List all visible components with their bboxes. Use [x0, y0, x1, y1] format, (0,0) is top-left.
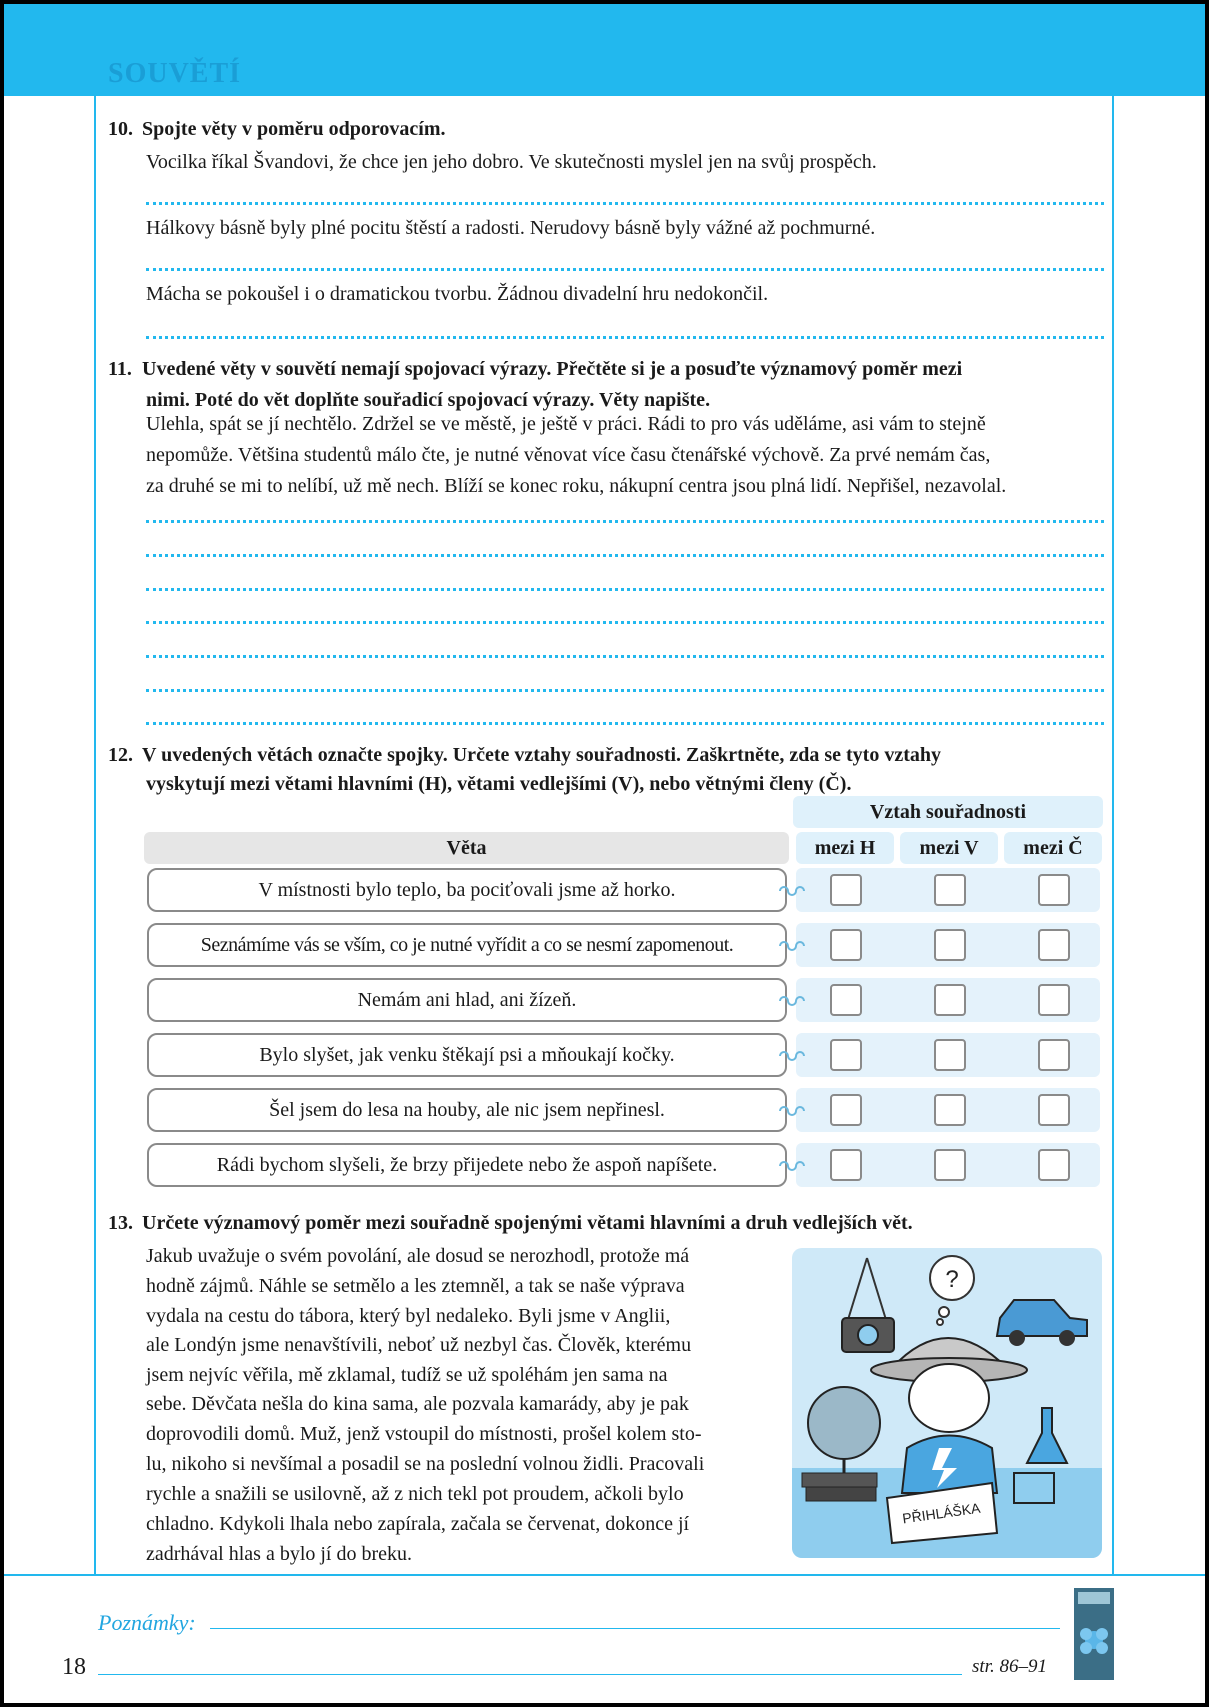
- q13-text-line-2: hodně zájmů. Náhle se setmělo a les ztemněl, a tak se naše výprava: [146, 1275, 685, 1297]
- workbook-page: [4, 4, 1205, 1703]
- q12-title-line-2: vyskytují mezi větami hlavními (H), větami vedlejšími (V), nebo větnými členy (Č).: [146, 773, 852, 795]
- q10-sentence-3: Mácha se pokoušel i o dramatickou tvorbu. Žádnou divadelní hru nedokončil.: [146, 283, 769, 305]
- chain-link-icon: [778, 994, 806, 1008]
- chain-link-icon: [778, 1159, 806, 1173]
- student-face: [909, 1364, 989, 1432]
- q11-answer-line-7[interactable]: [146, 722, 1104, 725]
- q13-heading: [108, 1208, 913, 1239]
- q13-text-line-7: doprovodili domů. Muž, jenž vstoupil do místnosti, prošel kolem sto-: [146, 1423, 702, 1445]
- notes-label: Poznámky:: [98, 1610, 196, 1635]
- q10-answer-line-3[interactable]: [146, 336, 1104, 339]
- checkbox-row2-v[interactable]: [934, 929, 966, 961]
- q13-text-line-10: chladno. Kdykoli lhala nebo zapírala, začala se červenat, dokonce jí: [146, 1513, 690, 1535]
- q11-answer-line-5[interactable]: [146, 655, 1104, 658]
- section-title: SOUVĚTÍ: [108, 58, 242, 89]
- table-header-mezi-c: mezi Č: [1004, 832, 1102, 864]
- q13-text-line-4: ale Londýn jsme nenavštívili, neboť už nezbyl čas. Člověk, kterému: [146, 1334, 692, 1356]
- q11-text-line-3: za druhé se mi to nelíbí, už mě nech. Blíží se konec roku, nákupní centra jsou plná lidí. Nepřišel, nezavolal.: [146, 475, 1007, 497]
- q13-text-line-6: sebe. Děvčata nešla do kina sama, ale pozvala kamarády, aby je pak: [146, 1393, 689, 1415]
- q10-number: 10.: [108, 118, 133, 140]
- q13-text-line-3: vydala na cestu do tábora, který byl nedaleko. Byli jsme v Anglii,: [146, 1305, 671, 1327]
- student-thinking-illustration: [792, 1248, 1102, 1558]
- q13-text-line-1: Jakub uvažuje o svém povolání, ale dosud se nerozhodl, protože má: [146, 1245, 690, 1267]
- table-header-mezi-h: mezi H: [796, 832, 894, 864]
- q13-number: 13.: [108, 1212, 133, 1234]
- checkbox-row5-v[interactable]: [934, 1094, 966, 1126]
- checkbox-row4-h[interactable]: [830, 1039, 862, 1071]
- table-row-sentence: V místnosti bylo teplo, ba pociťovali jsme až horko.: [147, 868, 787, 912]
- chain-link-icon: [778, 1049, 806, 1063]
- table-header-sentence: Věta: [144, 832, 789, 864]
- checkbox-row3-c[interactable]: [1038, 984, 1070, 1016]
- checkbox-row6-h[interactable]: [830, 1149, 862, 1181]
- table-row-sentence: Bylo slyšet, jak venku štěkají psi a mňoukají kočky.: [147, 1033, 787, 1077]
- q11-title-line-1: Uvedené věty v souvětí nemají spojovací výrazy. Přečtěte si je a posuďte významový poměr mezi: [142, 358, 963, 380]
- table-group-header: Vztah souřadnosti: [793, 796, 1103, 828]
- q11-title-line-2: nimi. Poté do vět doplňte souřadicí spojovací výrazy. Věty napište.: [146, 389, 711, 411]
- textbook-cover-thumbnail: [1074, 1588, 1114, 1680]
- table-row-sentence: Nemám ani hlad, ani žízeň.: [147, 978, 787, 1022]
- checkbox-row6-c[interactable]: [1038, 1149, 1070, 1181]
- q10-heading: [108, 114, 446, 145]
- table-header-mezi-v: mezi V: [900, 832, 998, 864]
- footer-divider: [4, 1574, 1205, 1576]
- notes-line[interactable]: [210, 1628, 1060, 1629]
- chain-link-icon: [778, 1104, 806, 1118]
- q11-answer-line-6[interactable]: [146, 689, 1104, 692]
- checkbox-row5-c[interactable]: [1038, 1094, 1070, 1126]
- chain-link-icon: [778, 939, 806, 953]
- q11-text-line-1: Ulehla, spát se jí nechtělo. Zdržel se ve městě, je ještě v práci. Rádi to pro vás uděláme, asi vám to stejně: [146, 413, 986, 435]
- q10-sentence-1: Vocilka říkal Švandovi, že chce jen jeho dobro. Ve skutečnosti myslel jen na svůj prospěch.: [146, 151, 877, 173]
- q11-answer-line-2[interactable]: [146, 554, 1104, 557]
- paper-label: PŘIHLÁŠKA: [901, 1499, 982, 1527]
- checkbox-row1-h[interactable]: [830, 874, 862, 906]
- q13-text-line-8: lu, nikoho si nevšímal a posadil se na poslední volnou židli. Pracovali: [146, 1453, 705, 1475]
- footer-line: [98, 1674, 962, 1675]
- q10-sentence-2: Hálkovy básně byly plné pocitu štěstí a radosti. Nerudovy básně byly vážné až pochmurné.: [146, 217, 876, 239]
- checkbox-row2-h[interactable]: [830, 929, 862, 961]
- q12-title-line-1: V uvedených větách označte spojky. Určete vztahy souřadnosti. Zaškrtněte, zda se tyto vztahy: [142, 744, 942, 766]
- chain-link-icon: [778, 884, 806, 898]
- q12-number: 12.: [108, 744, 133, 766]
- page-reference: str. 86–91: [972, 1656, 1047, 1677]
- q11-answer-line-1[interactable]: [146, 520, 1104, 523]
- q13-text-line-9: rychle a snažili se usilovně, až z nich tekl pot proudem, ačkoli bylo: [146, 1483, 684, 1505]
- page-number: 18: [62, 1654, 86, 1680]
- q11-heading: [108, 354, 962, 385]
- q10-title: Spojte věty v poměru odporovacím.: [142, 118, 446, 140]
- q13-text-line-11: zadrhával hlas a bylo jí do breku.: [146, 1543, 413, 1565]
- checkbox-row3-v[interactable]: [934, 984, 966, 1016]
- checkbox-row5-h[interactable]: [830, 1094, 862, 1126]
- checkbox-row3-h[interactable]: [830, 984, 862, 1016]
- table-row-sentence: Seznámíme vás se vším, co je nutné vyřídit a co se nesmí zapomenout.: [147, 923, 787, 967]
- q10-answer-line-1[interactable]: [146, 202, 1104, 205]
- globe-icon: [808, 1387, 880, 1459]
- q11-number: 11.: [108, 358, 132, 380]
- question-mark-icon: ?: [945, 1266, 959, 1293]
- checkbox-row4-c[interactable]: [1038, 1039, 1070, 1071]
- checkbox-row6-v[interactable]: [934, 1149, 966, 1181]
- checkbox-row2-c[interactable]: [1038, 929, 1070, 961]
- q11-answer-line-3[interactable]: [146, 588, 1104, 591]
- q13-title: Určete významový poměr mezi souřadně spojenými větami hlavními a druh vedlejších vět.: [142, 1212, 913, 1234]
- checkbox-row1-v[interactable]: [934, 874, 966, 906]
- q13-text-line-5: jsem nejvíc věřila, mě zklamal, tudíž se už spoléhám jen sama na: [146, 1364, 668, 1386]
- table-row-sentence: Rádi bychom slyšeli, že brzy přijedete nebo že aspoň napíšete.: [147, 1143, 787, 1187]
- q12-heading: [108, 740, 941, 771]
- checkbox-row1-c[interactable]: [1038, 874, 1070, 906]
- q11-text-line-2: nepomůže. Většina studentů málo čte, je nutné věnovat více času čtenářské výchově. Za prvé nemám čas,: [146, 444, 991, 466]
- q10-answer-line-2[interactable]: [146, 268, 1104, 271]
- checkbox-row4-v[interactable]: [934, 1039, 966, 1071]
- q11-answer-line-4[interactable]: [146, 621, 1104, 624]
- table-row-sentence: Šel jsem do lesa na houby, ale nic jsem nepřinesl.: [147, 1088, 787, 1132]
